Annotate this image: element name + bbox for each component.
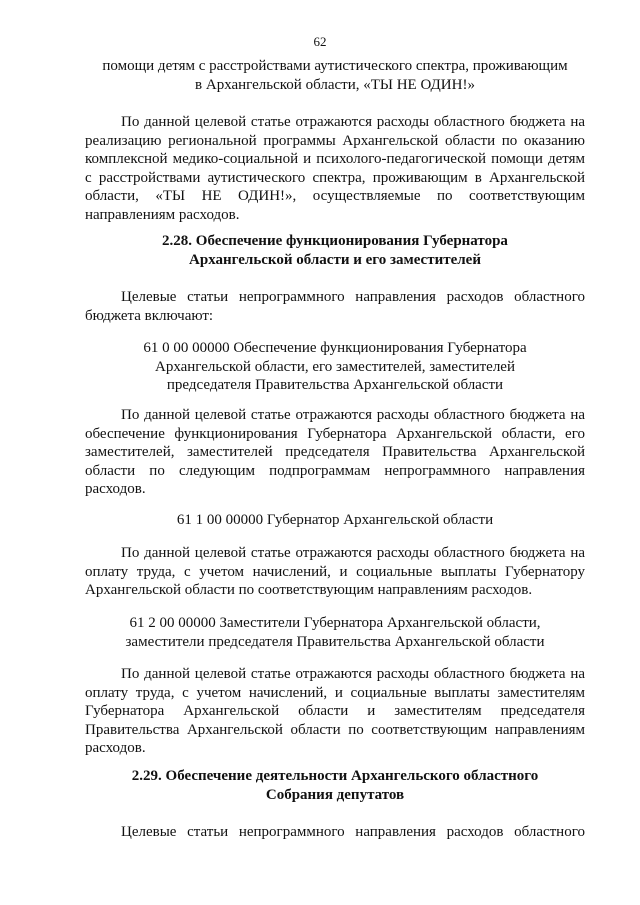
section-heading-2-29 — [85, 767, 585, 804]
paragraph-line: По данной целевой статье отражаются расходы областного бюджета на — [121, 114, 585, 130]
paragraph-line: Губернатора Архангельской области и заместителям председателя — [85, 703, 585, 719]
paragraph-line: По данной целевой статье отражаются расходы областного бюджета на — [121, 407, 585, 423]
page-number: 62 — [313, 34, 327, 49]
paragraph-line: заместителей, заместителей председателя Правительства Архангельской — [85, 444, 585, 460]
paragraph-line: направлениям расходов. — [85, 206, 240, 223]
section-heading-line: Архангельской области и его заместителей — [189, 251, 481, 268]
section-heading-line: 2.29. Обеспечение деятельности Архангельского областного — [131, 768, 539, 784]
section-heading-line: 2.28. Обеспечение функционирования Губернатора — [162, 233, 508, 249]
paragraph-line: области, «ТЫ НЕ ОДИН!», осуществляемые по соответствующим — [85, 188, 585, 204]
paragraph-line: оплату труда, с учетом начислений, и социальные выплаты заместителям — [85, 684, 585, 701]
section-heading-line: Собрания депутатов — [265, 786, 405, 803]
code-61-2-00-00000 — [85, 614, 585, 651]
paragraph-governor-functioning — [85, 406, 585, 499]
code-line: 61 2 00 00000 Заместители Губернатора Архангельской области, — [129, 615, 541, 631]
paragraph-line: расходов. — [85, 481, 146, 497]
paragraph-line: Целевые статьи непрограммного направления расходов областного — [121, 289, 585, 305]
code-61-1-00-00000 — [85, 511, 585, 530]
paragraph-line: бюджета включают: — [85, 307, 214, 324]
code-line: Архангельской области, его заместителей, заместителей — [154, 358, 515, 375]
paragraph-assembly-articles — [85, 823, 585, 842]
paragraph-line: обеспечение функционирования Губернатора Архангельской области, его — [85, 425, 585, 442]
paragraph-line: комплексной медико-социальной и психолого-педагогической помощи детям — [85, 151, 585, 167]
paragraph-deputies-pay — [85, 665, 585, 758]
paragraph-target-articles — [85, 288, 585, 325]
paragraph-line: оплату труда, с учетом начислений, и социальные выплаты Губернатору — [85, 563, 585, 580]
heading-line: помощи детям с расстройствами аутистического спектра, проживающим — [102, 58, 568, 74]
paragraph-line: реализацию региональной программы Архангельской области по оказанию — [85, 132, 585, 149]
paragraph-line: с расстройствами аутистического спектра, проживающим в Архангельской — [85, 169, 585, 186]
paragraph-governor-pay — [85, 544, 585, 600]
code-line: заместители председателя Правительства Архангельской области — [125, 633, 545, 650]
code-line: 61 1 00 00000 Губернатор Архангельской области — [176, 512, 494, 528]
heading-line: в Архангельской области, «ТЫ НЕ ОДИН!» — [195, 76, 475, 93]
section-heading-2-28 — [85, 232, 585, 269]
paragraph-line: Архангельской области по соответствующим направлениям расходов. — [85, 582, 533, 598]
paragraph-line: По данной целевой статье отражаются расходы областного бюджета на — [121, 545, 585, 561]
paragraph-line: Целевые статьи непрограммного направления расходов областного — [121, 824, 585, 840]
code-61-0-00-00000 — [85, 339, 585, 395]
paragraph-line: расходов. — [85, 740, 146, 756]
paragraph-line: По данной целевой статье отражаются расходы областного бюджета на — [121, 666, 585, 682]
paragraph-line: Правительства Архангельской области по соответствующим направлениям — [85, 721, 585, 738]
paragraph-program-expenses — [85, 113, 585, 224]
paragraph-line: области по следующим подпрограммам непрограммного направления — [85, 462, 585, 479]
program-heading — [85, 57, 585, 94]
code-line: председателя Правительства Архангельской области — [166, 377, 504, 393]
code-line: 61 0 00 00000 Обеспечение функционирования Губернатора — [143, 340, 527, 356]
